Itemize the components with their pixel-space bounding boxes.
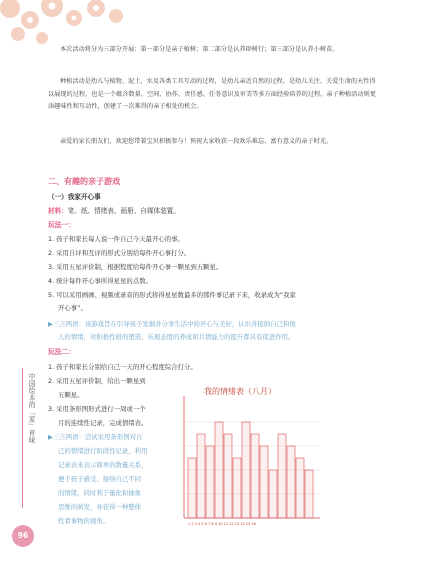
tip1-line: 三言两语：该游戏旨在引导孩子发掘并分享生活中的开心与美好，认识并接纳自己和他 (52, 320, 296, 328)
materials-text: 笔、纸、情绪表、画册、自媒体装置。 (67, 207, 180, 215)
play2-step: 2. 采用五星评价制，给出一颗星到 (48, 377, 146, 385)
play1-step: 5. 可以采用画画、视频或录音的形式将得星星数最多的那件事记录下来，收录成为“我家 (48, 291, 296, 299)
intro-paragraph-1: 本次活动将分为三部分开展：第一部分是亲子植树；第二部分是认养辟树行；第三部分是认养小树苗。 (60, 46, 339, 53)
tip2-line: 三言两语：尝试采用条形图对自 (52, 433, 143, 441)
triangle-right-icon: ▶ (48, 433, 53, 441)
play1-step: 1. 孩子和家长每人说一件自己今天最开心的事。 (48, 235, 184, 243)
tip2-line: 思维的萌发，并获得一种整体 (58, 503, 142, 511)
tip1-line: 人的情绪，对积极性格的塑造、乐观态度的养成和共情能力的提升都具有促进作用。 (58, 333, 295, 341)
materials-label: 材料： (48, 207, 68, 215)
emotion-chart-image (176, 372, 326, 532)
tip2-line: 性看事物的视角。 (58, 517, 110, 525)
materials-line (48, 205, 180, 215)
sub-title: （一）我家开心事 (48, 193, 101, 201)
tip2-line: 的情绪，同时利于量化和抽象 (58, 489, 142, 497)
play1-step: 2. 采用自评和互评的形式分别给每件开心事打分。 (48, 249, 191, 257)
play2-heading: 玩法二： (48, 348, 76, 356)
play2-step: 月的连续性记录，完成情绪表。 (58, 419, 148, 427)
tip2-line: 记录表来表示简单的数量关系， (58, 461, 148, 469)
tip2 (48, 431, 178, 443)
svg-text:1 2 3 4 5 6 7 8 9 10 11 12 13: 1 2 3 4 5 6 7 8 9 10 11 12 13 14 15 16 (188, 522, 256, 526)
play1-step: 4. 统计每件开心事所得星星的点数。 (48, 277, 152, 285)
page-number-badge: 96 (12, 525, 34, 547)
play1-heading: 玩法一： (48, 221, 76, 229)
tip2-line: 便于孩子感受、接纳自己不同 (58, 475, 142, 483)
section-title: 二、有趣的亲子游戏 (48, 177, 120, 186)
sidebar-book-title: 中国绘本的「家」育味 (27, 373, 35, 444)
tip2-line: 己的情绪进行阶段性记录，利用 (58, 447, 148, 455)
intro-paragraph-2: 种植活动是幼儿与植物、泥土、水及各类工具互动的过程，是幼儿亲近自然的过程，是幼儿关注、关爱生命的天性得以展现的过程，也是一个蕴含数量、空间、协作、责任感、任务意识及审美等多方面经验培养的过程。亲子种植活动则更添趣味性和互动性，创建了一次难得的亲子相处的机会。 (48, 78, 376, 110)
play1-step: 开心事”。 (58, 304, 87, 312)
triangle-right-icon: ▶ (48, 320, 53, 328)
tip1 (48, 318, 378, 330)
play2-step: 3. 采用条形图形式进行一周或一个 (48, 405, 146, 413)
play1-step: 3. 采用五星评价制，根据程度给每件开心事一颗星到五颗星。 (48, 263, 223, 271)
play2-step: 五颗星。 (58, 391, 84, 399)
play2-step: 1. 孩子和家长分别给自己一天的开心程度综合打分。 (48, 363, 197, 371)
chart-title: 我的情绪表（八月） (204, 387, 276, 396)
intro-paragraph-3: 亲爱的家长朋友们，欢迎您带着宝贝积极参与！预祝大家收获一段欢乐难忘、富有意义的亲子时光。 (60, 138, 333, 145)
